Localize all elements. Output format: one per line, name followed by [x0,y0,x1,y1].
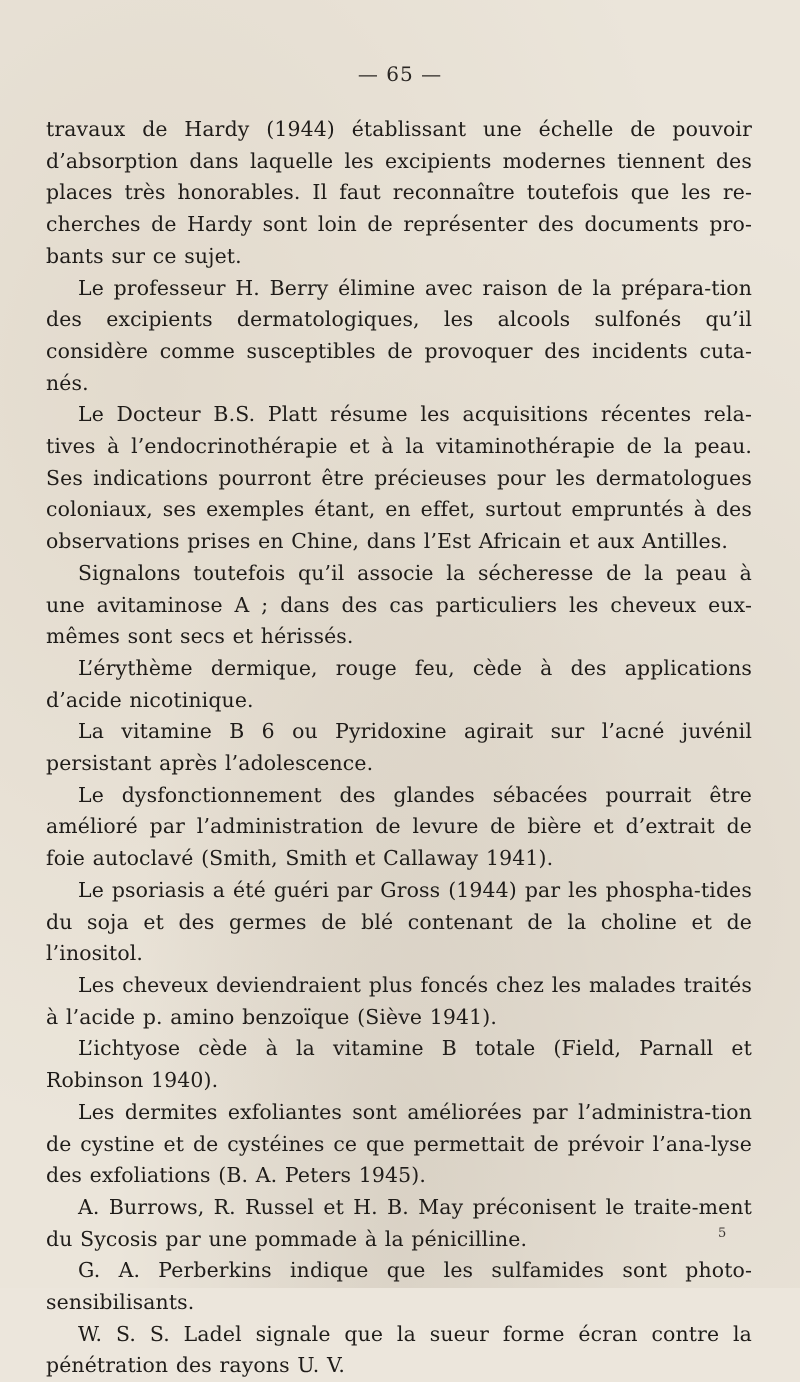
paragraph-glandes: Le dysfonctionnement des glandes sébacées pourrait être amélioré par l’administration de levure de bière et d’extrait de foie autoclavé (Smith, Smith et Callaway 1941). [46,782,752,871]
page-number: — 65 — [357,62,443,86]
paragraph-psoriasis: Le psoriasis a été guéri par Gross (1944) par les phospha-tides du soja et des germes de blé contenant de la choline et de l’inositol. [46,877,752,966]
paragraph-dermites: Les dermites exfoliantes sont améliorées par l’administra-tion de cystine et de cystéines ce que permettait de prévoir l’ana-lyse des exfoliations (B. A. Peters 1945). [46,1099,752,1188]
paragraph-avitaminose: Signalons toutefois qu’il associe la sécheresse de la peau à une avitaminose A ; dans des cas particuliers les cheveux eux-mêmes sont secs et hérissés. [46,560,752,649]
paragraph-ichtyose: L’ichtyose cède à la vitamine B totale (Field, Parnall et Robinson 1940). [46,1036,752,1093]
paragraph-ladel: W. S. S. Ladel signale que la sueur forme écran contre la pénétration des rayons U. V. [46,1321,752,1378]
body-text [46,114,752,1382]
paragraph-pyridoxine: La vitamine B 6 ou Pyridoxine agirait sur l’acné juvénil persistant après l’adolescence. [46,719,752,776]
paragraph-berry: Le professeur H. Berry élimine avec raison de la prépara-tion des excipients dermatologiques, les alcools sulfonés qu’il considère comme susceptibles de provoquer des incidents cuta-nés. [46,275,752,395]
paragraph-erytheme: L’érythème dermique, rouge feu, cède à des applications d’acide nicotinique. [46,655,752,712]
paragraph-perberkins: G. A. Perberkins indique que les sulfamides sont photo-sensibilisants. [46,1258,752,1315]
paragraph-burrows: A. Burrows, R. Russel et H. B. May préconisent le traite-ment du Sycosis par une pommade à la pénicilline. [46,1194,752,1251]
paragraph-hardy: travaux de Hardy (1944) établissant une échelle de pouvoir d’absorption dans laquelle les excipients modernes tiennent des places très honorables. Il faut reconnaître toutefois que les re-cherches de Hardy sont loin de représenter des documents pro-bants sur ce sujet. [46,117,752,268]
paragraph-cheveux: Les cheveux deviendraient plus foncés chez les malades traités à l’acide p. amino benzoïque (Siève 1941). [46,972,752,1029]
paragraph-platt: Le Docteur B.S. Platt résume les acquisitions récentes rela-tives à l’endocrinothérapie et à la vitaminothérapie de la peau. Ses indications pourront être précieuses pour les dermatologues coloniaux, ses exemples étant, en effet, surtout empruntés à des observations prises en Chine, dans l’Est Africain et aux Antilles. [46,402,752,554]
signature-mark: 5 [718,1226,727,1241]
